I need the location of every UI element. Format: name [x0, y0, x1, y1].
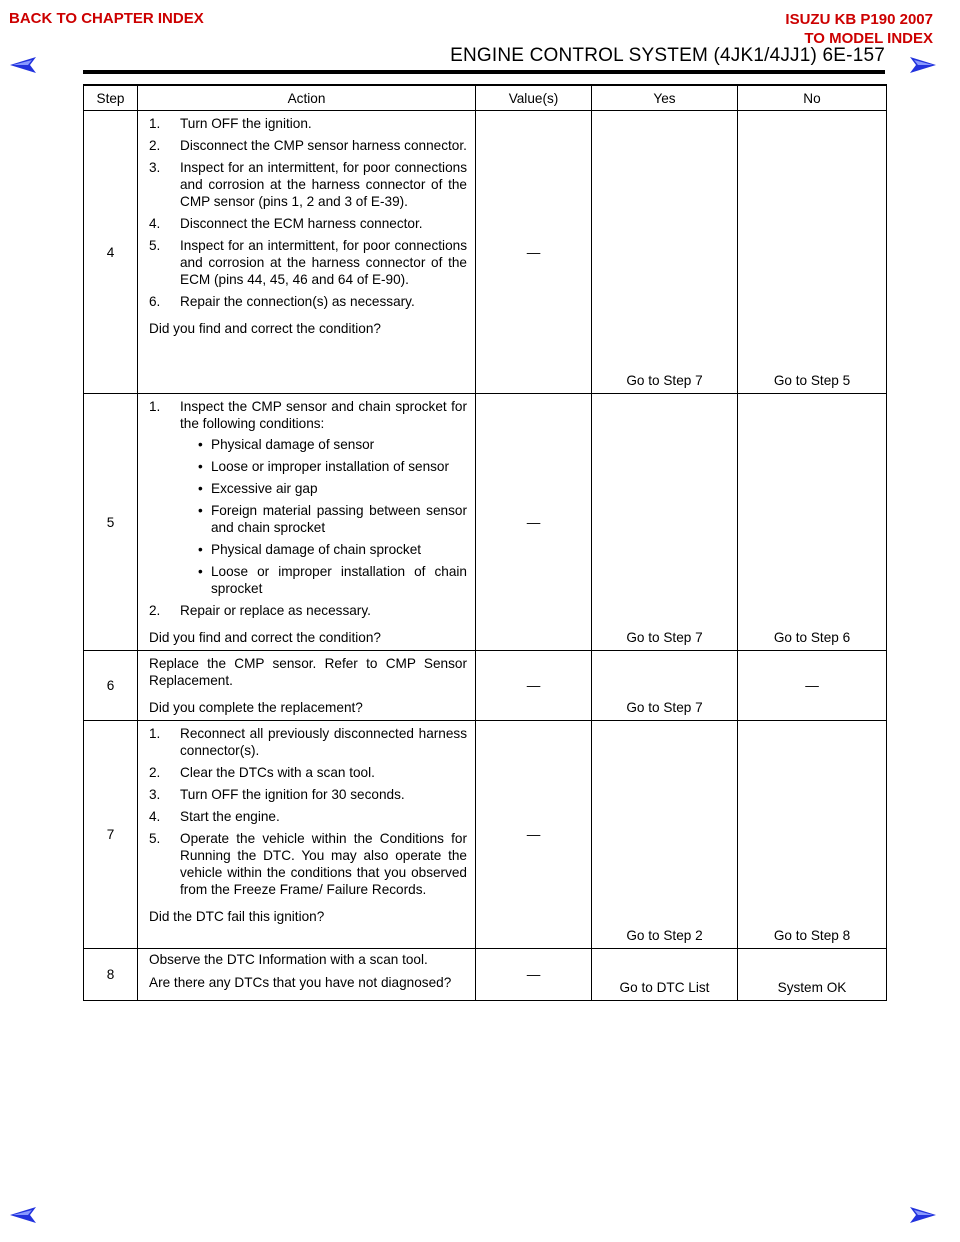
model-index-links: [785, 10, 933, 48]
step-number: 6: [84, 651, 138, 721]
step-number: 5: [84, 394, 138, 651]
action-item: 2. Repair or replace as necessary.: [149, 603, 371, 618]
action-item: 4. Disconnect the ECM harness connector.: [149, 216, 423, 231]
col-step-header: Step: [84, 85, 138, 111]
table-row: [84, 949, 887, 1001]
yes-cell: Go to Step 7: [592, 394, 738, 651]
condition-bullet: • Excessive air gap: [198, 481, 318, 496]
action-cell: [138, 111, 476, 394]
action-item: 5. Inspect for an intermittent, for poor connections and corrosion at the harness connector of the ECM (pins 44, 45, 46 and 64 of E-90).: [149, 238, 467, 287]
condition-bullet: • Loose or improper installation of sensor: [198, 459, 450, 474]
model-title-link[interactable]: ISUZU KB P190 2007: [785, 11, 933, 28]
action-item: 2. Clear the DTCs with a scan tool.: [149, 765, 375, 780]
col-no-header: No: [738, 85, 887, 111]
no-cell: —: [738, 651, 887, 721]
action-item: 1. Inspect the CMP sensor and chain sprocket for the following conditions: • Physical damage of sensor • Loose or improper installation of sensor • Excessive air gap • Foreign material passing between sensor and chain sprocket • Physical damage of chain sprocket • Loose or improper installation of chain sprocket: [149, 399, 467, 596]
back-to-chapter-index-link[interactable]: BACK TO CHAPTER INDEX: [9, 10, 204, 27]
prev-page-arrow-icon[interactable]: [10, 57, 36, 73]
no-cell: Go to Step 8: [738, 721, 887, 949]
step-number: 4: [84, 111, 138, 394]
condition-bullet: • Loose or improper installation of chain sprocket: [198, 564, 467, 596]
action-question: Did you find and correct the condition?: [149, 630, 381, 645]
yes-cell: Go to Step 7: [592, 111, 738, 394]
action-item: 5. Operate the vehicle within the Conditions for Running the DTC. You may also operate the vehicle within the conditions that you observed from the Freeze Frame/ Failure Records.: [149, 831, 467, 897]
step-number: 8: [84, 949, 138, 1001]
diagnostic-table: [83, 84, 887, 1001]
action-item: 1. Turn OFF the ignition.: [149, 116, 312, 131]
action-question: Are there any DTCs that you have not diagnosed?: [149, 975, 452, 990]
value-cell: —: [476, 721, 592, 949]
no-cell: Go to Step 6: [738, 394, 887, 651]
action-item: 1. Reconnect all previously disconnected harness connector(s).: [149, 726, 467, 758]
action-question: Did you complete the replacement?: [149, 700, 363, 715]
header-divider: [83, 70, 885, 74]
prev-page-bottom-arrow-icon[interactable]: [10, 1207, 36, 1223]
table-row: [84, 394, 887, 651]
value-cell: —: [476, 394, 592, 651]
action-question: Did you find and correct the condition?: [149, 321, 381, 336]
condition-bullet: • Physical damage of sensor: [198, 437, 375, 452]
value-cell: —: [476, 949, 592, 1001]
table-row: [84, 651, 887, 721]
value-cell: —: [476, 651, 592, 721]
action-text: Observe the DTC Information with a scan tool.: [149, 952, 428, 967]
condition-bullet: • Physical damage of chain sprocket: [198, 542, 422, 557]
next-page-bottom-arrow-icon[interactable]: [910, 1207, 936, 1223]
yes-cell: Go to DTC List: [592, 949, 738, 1001]
step-number: 7: [84, 721, 138, 949]
action-question: Did the DTC fail this ignition?: [149, 909, 325, 924]
action-item: 2. Disconnect the CMP sensor harness connector.: [149, 138, 467, 153]
action-item: 3. Inspect for an intermittent, for poor connections and corrosion at the harness connector of the CMP sensor (pins 1, 2 and 3 of E-39).: [149, 160, 467, 209]
value-cell: —: [476, 111, 592, 394]
yes-cell: Go to Step 2: [592, 721, 738, 949]
col-values-header: Value(s): [476, 85, 592, 111]
action-item: 4. Start the engine.: [149, 809, 280, 824]
page-title: ENGINE CONTROL SYSTEM (4JK1/4JJ1) 6E-157: [450, 45, 885, 66]
yes-cell: Go to Step 7: [592, 651, 738, 721]
table-row: [84, 721, 887, 949]
next-page-arrow-icon[interactable]: [910, 57, 936, 73]
no-cell: Go to Step 5: [738, 111, 887, 394]
action-cell: [138, 651, 476, 721]
no-cell: System OK: [738, 949, 887, 1001]
col-action-header: Action: [138, 85, 476, 111]
col-yes-header: Yes: [592, 85, 738, 111]
action-cell: [138, 721, 476, 949]
table-row: [84, 111, 887, 394]
condition-bullet: • Foreign material passing between sensor and chain sprocket: [198, 503, 467, 535]
action-text: Replace the CMP sensor. Refer to CMP Sensor Replacement.: [149, 656, 467, 688]
table-header-row: [84, 85, 887, 111]
action-cell: [138, 949, 476, 1001]
action-item: 3. Turn OFF the ignition for 30 seconds.: [149, 787, 405, 802]
action-item: 6. Repair the connection(s) as necessary.: [149, 294, 415, 309]
action-cell: [138, 394, 476, 651]
to-model-index-link[interactable]: TO MODEL INDEX: [804, 30, 933, 47]
